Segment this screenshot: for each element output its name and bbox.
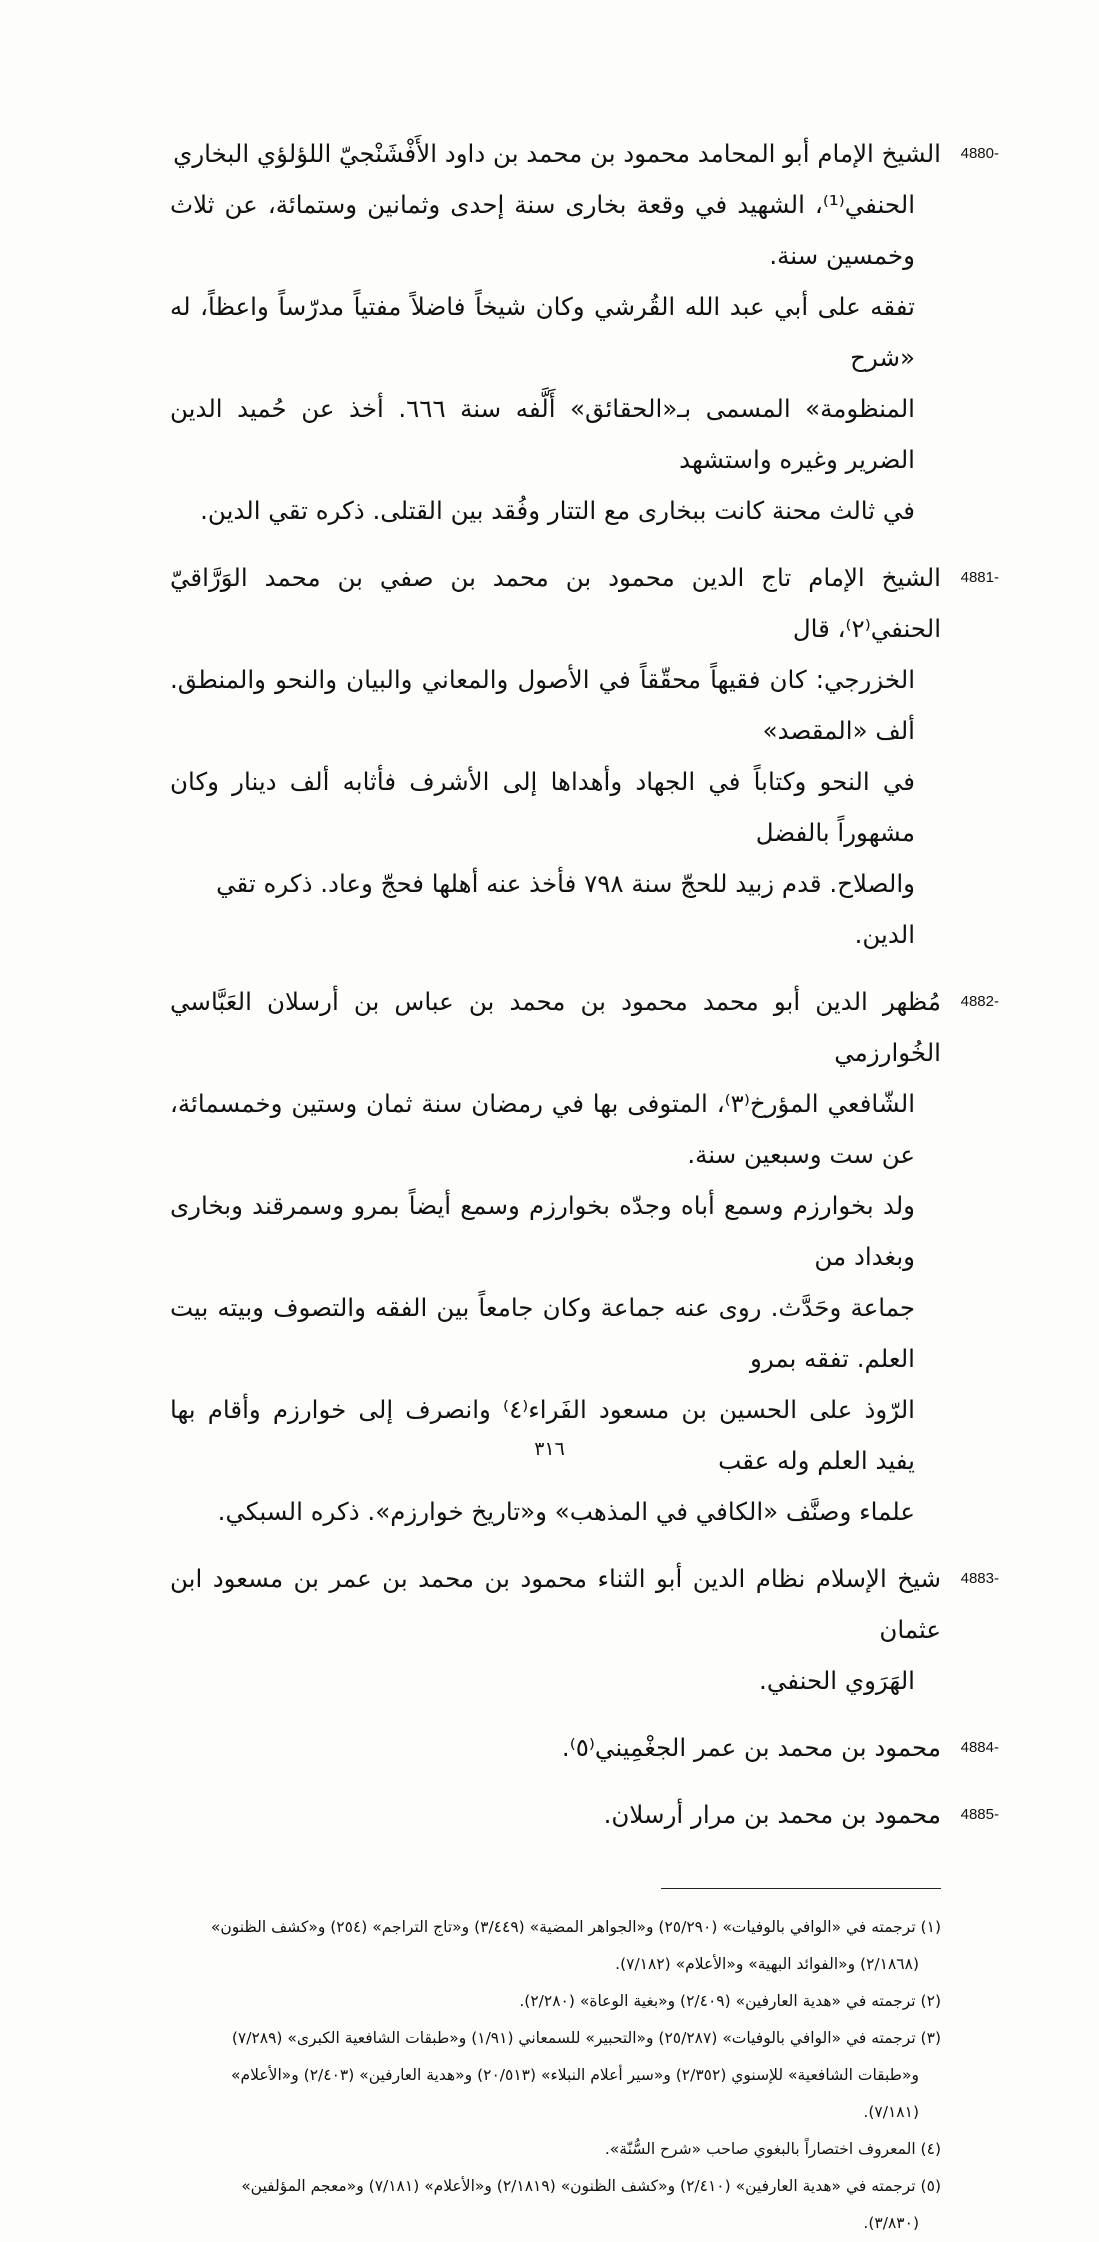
entry-text-line: الحنفي⁽¹⁾، الشهيد في وقعة بخارى سنة إحدى وثمانين وستمائة، عن ثلاث وخمسين سنة.: [170, 190, 915, 270]
biographical-entries: [170, 128, 999, 1840]
entry-number: 4883-: [960, 1570, 999, 1587]
footnote-line: (٢) ترجمته في «هدية العارفين» (٢/٤٠٩) و«بغية الوعاة» (٢/٢٨٠).: [519, 1992, 941, 2010]
footnote-line: و«طبقات الشافعية» للإسنوي (٢/٣٥٢) و«سير أعلام النبلاء» (٢٠/٥١٣) و«هدية العارفين» (٢/٤٠٣) و«الأعلام»: [231, 2066, 919, 2084]
entry-number: 4884-: [960, 1739, 999, 1756]
entry-number: 4880-: [960, 145, 999, 162]
entry-heading-line: الشيخ الإمام تاج الدين محمود بن محمد بن صفي بن محمد الوَرَّاقيّ الحنفي⁽٢⁾، قال: [170, 563, 941, 643]
entry-heading-line: الشيخ الإمام أبو المحامد محمود بن محمد بن داود الأَفْشَنْجيّ اللؤلؤي البخاري: [173, 139, 941, 168]
entry-text-line: الرّوذ على الحسين بن مسعود الفَراء⁽٤⁾ وانصرف إلى خوارزم وأقام بها يفيد العلم وله عقب: [170, 1395, 915, 1475]
entry: [170, 128, 999, 536]
footnote-line: (١) ترجمته في «الوافي بالوفيات» (٢٥/٢٩٠) و«الجواهر المضية» (٣/٤٤٩) و«تاج التراجم» (٢٥٤) و«كشف الظنون»: [210, 1918, 941, 1936]
footnote-line: (٣) ترجمته في «الوافي بالوفيات» (٢٥/٢٨٧) و«التحبير» للسمعاني (١/٩١) و«طبقات الشافعية الكبرى» (٧/٢٨٩): [231, 2029, 941, 2047]
footnote-line: (٤) المعروف اختصاراً بالبغوي صاحب «شرح السُّنّة».: [604, 2140, 941, 2158]
entry-text-line: في النحو وكتاباً في الجهاد وأهداها إلى الأشرف فأثابه ألف دينار وكان مشهوراً بالفضل: [170, 767, 915, 847]
entry-text-line: المنظومة» المسمى بـ«الحقائق» أَلَّفه سنة ٦٦٦. أخذ عن حُميد الدين الضرير وغيره واستشهد: [170, 394, 915, 474]
entry-text-line: الهَرَوي الحنفي.: [759, 1666, 915, 1695]
entry-number: 4885-: [960, 1806, 999, 1823]
footnote-separator: [661, 1888, 941, 1889]
footnote-line: (٣/٨٣٠).: [863, 2214, 919, 2232]
entry: [170, 552, 999, 960]
entry-text-line: والصلاح. قدم زبيد للحجّ سنة ٧٩٨ فأخذ عنه أهلها فحجّ وعاد. ذكره تقي الدين.: [216, 869, 915, 949]
entry-number: 4881-: [960, 569, 999, 586]
entry-text-line: علماء وصنَّف «الكافي في المذهب» و«تاريخ خوارزم». ذكره السبكي.: [217, 1497, 915, 1526]
footnotes: [170, 1909, 941, 2242]
entry-text-line: الخزرجي: كان فقيهاً محقّقاً في الأصول والمعاني والبيان والنحو والمنطق. ألف «المقصد»: [170, 665, 915, 745]
footnote-line: (٢/١٨٦٨) و«الفوائد البهية» و«الأعلام» (٧/١٨٢).: [615, 1955, 919, 1973]
entry-text-line: في ثالث محنة كانت ببخارى مع التتار وفُقد بين القتلى. ذكره تقي الدين.: [200, 496, 915, 525]
entry-text-line: الشّافعي المؤرخ⁽٣⁾، المتوفى بها في رمضان سنة ثمان وستين وخمسمائة، عن ست وسبعين سنة.: [170, 1089, 915, 1169]
entry-text-line: تفقه على أبي عبد الله القُرشي وكان شيخاً فاضلاً مفتياً مدرّساً واعظاً، له «شرح: [170, 292, 915, 372]
entry: [170, 1722, 999, 1773]
entry: [170, 1553, 999, 1706]
entry: [170, 1789, 999, 1840]
entry-heading-line: محمود بن محمد بن عمر الجغْمِيني⁽٥⁾.: [561, 1733, 941, 1762]
entry-text-line: ولد بخوارزم وسمع أباه وجدّه بخوارزم وسمع أيضاً بمرو وسمرقند وبخارى وبغداد من: [170, 1191, 915, 1271]
entry-heading-line: مُظهر الدين أبو محمد محمود بن محمد بن عباس بن أرسلان العَبَّاسي الخُوارزمي: [170, 987, 941, 1067]
entry-heading-line: محمود بن محمد بن مرار أرسلان.: [603, 1800, 941, 1829]
footnote-line: (٧/١٨١).: [863, 2103, 919, 2121]
entry-heading-line: شيخ الإسلام نظام الدين أبو الثناء محمود بن محمد بن عمر بن مسعود ابن عثمان: [170, 1564, 941, 1644]
entry-number: 4882-: [960, 993, 999, 1010]
entry-text-line: جماعة وحَدَّث. روى عنه جماعة وكان جامعاً بين الفقه والتصوف وبيته بيت العلم. تفقه بمرو: [170, 1293, 915, 1373]
page-number: ٣١٦: [534, 1438, 565, 1460]
footnote-line: (٥) ترجمته في «هدية العارفين» (٢/٤١٠) و«كشف الظنون» (٢/١٨١٩) و«الأعلام» (٧/١٨١) و«معجم المؤلفين»: [241, 2177, 941, 2195]
